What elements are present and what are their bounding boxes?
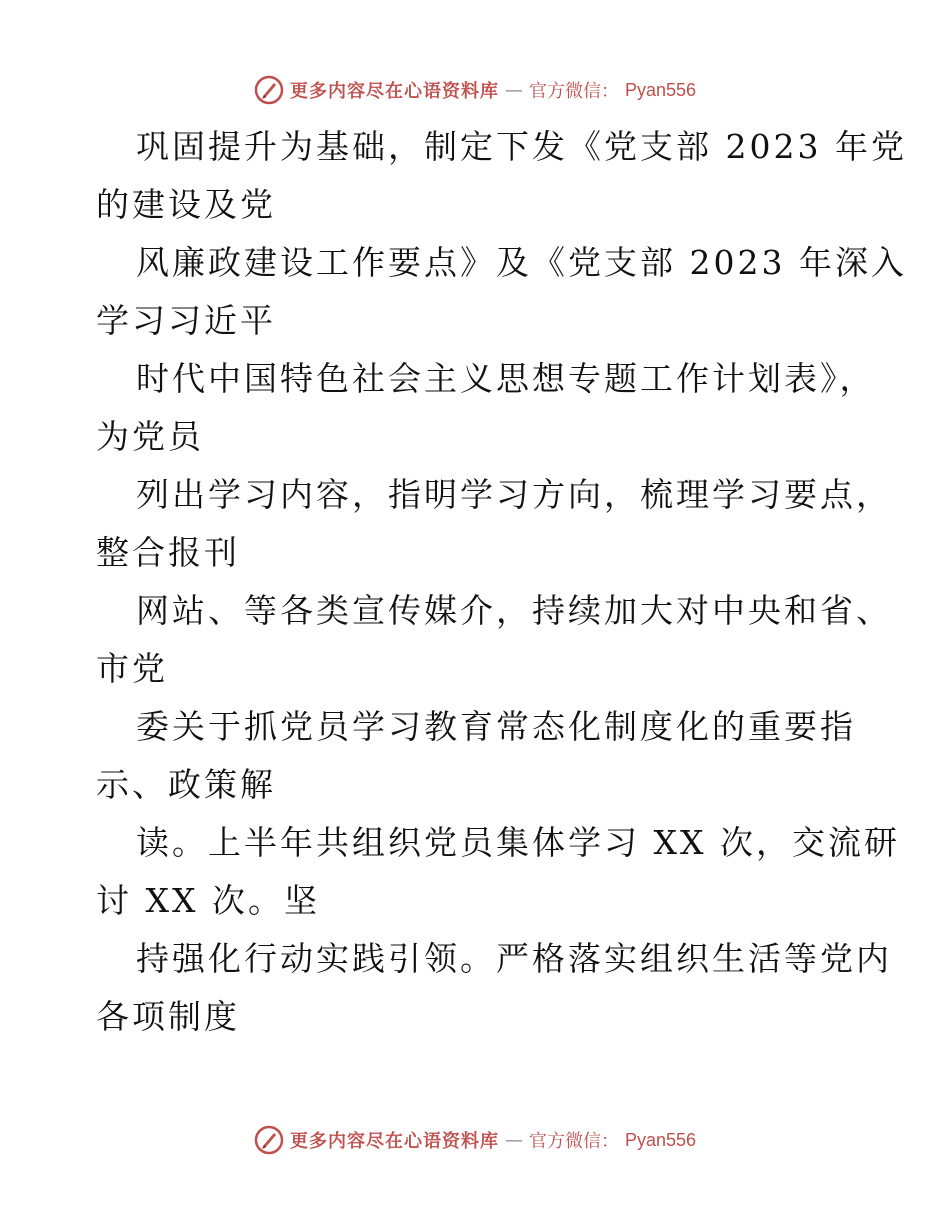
watermark-contact-label: 官方微信： — [528, 1131, 619, 1152]
paragraph-line: 巩固提升为基础，制定下发《党支部 2023 年党 — [136, 127, 907, 166]
paragraph-line: 风廉政建设工作要点》及《党支部 2023 年深入 — [136, 243, 907, 282]
paragraph-line: 学习习近平 — [96, 301, 276, 340]
watermark-contact-id: Pyan556 — [624, 79, 697, 100]
paragraph-line: 为党员 — [96, 417, 204, 456]
document-body — [96, 118, 907, 1046]
paragraph — [96, 930, 892, 1046]
quill-logo-icon — [254, 75, 284, 105]
paragraph-line: 市党 — [96, 649, 168, 688]
watermark-main-text: 更多内容尽在心语资料库 — [289, 1131, 499, 1152]
paragraph-line: 委关于抓党员学习教育常态化制度化的重要指 — [136, 707, 856, 746]
paragraph-line: 列出学习内容，指明学习方向，梳理学习要点， — [136, 475, 892, 514]
watermark-contact-id: Pyan556 — [624, 1129, 697, 1150]
paragraph-line: 读。上半年共组织党员集体学习 XX 次，交流研 — [136, 823, 900, 862]
paragraph-line: 时代中国特色社会主义思想专题工作计划表》， — [136, 359, 876, 398]
paragraph — [96, 698, 856, 814]
paragraph-line: 持强化行动实践引领。严格落实组织生活等党内 — [136, 939, 892, 978]
watermark-separator: — — [504, 1129, 523, 1151]
header-watermark — [0, 72, 950, 108]
paragraph — [96, 234, 907, 350]
paragraph — [96, 582, 892, 698]
paragraph — [96, 466, 892, 582]
paragraph-line: 整合报刊 — [96, 533, 240, 572]
paragraph — [96, 814, 900, 930]
paragraph-line: 的建设及党 — [96, 185, 276, 224]
watermark-separator: — — [504, 79, 523, 101]
paragraph-line: 各项制度 — [96, 997, 240, 1036]
footer-watermark — [0, 1122, 950, 1158]
paragraph-line: 讨 XX 次。坚 — [96, 881, 320, 920]
quill-logo-icon — [254, 1125, 284, 1155]
watermark-main-text: 更多内容尽在心语资料库 — [289, 81, 499, 102]
watermark-contact-label: 官方微信： — [528, 81, 619, 102]
paragraph-line: 网站、等各类宣传媒介，持续加大对中央和省、 — [136, 591, 892, 630]
paragraph-line: 示、政策解 — [96, 765, 276, 804]
paragraph — [96, 350, 876, 466]
paragraph — [96, 118, 907, 234]
